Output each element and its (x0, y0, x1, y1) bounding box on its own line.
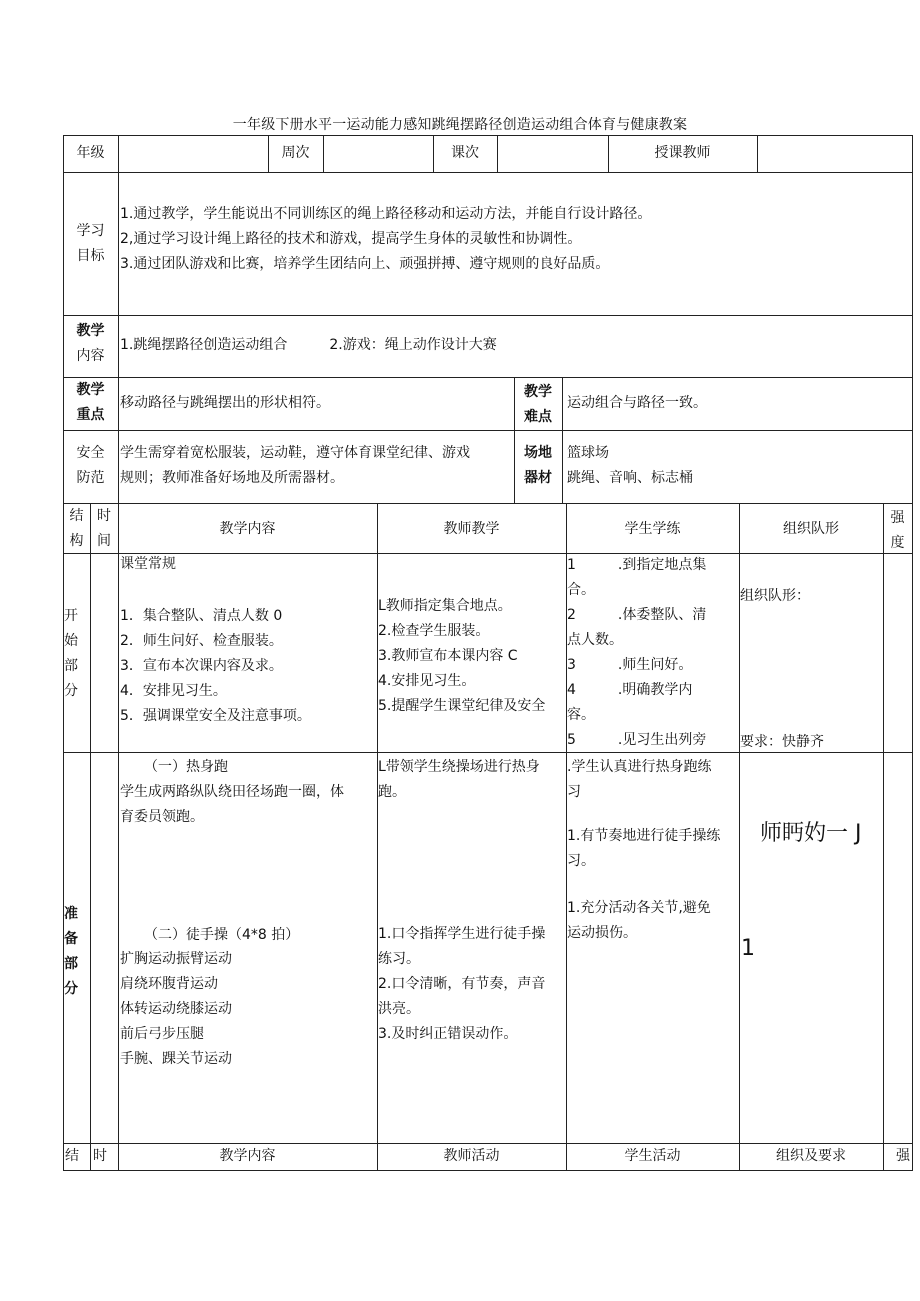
list-item: 手腕、踝关节运动 (120, 1051, 232, 1067)
list-item: 2.口令清晰，有节奏，声音 (378, 976, 546, 992)
content-header: 教学内容 (219, 521, 276, 537)
list-item: 体转运动绕膝运动 (120, 1001, 232, 1017)
formation-handwriting-2: 1 (741, 936, 755, 961)
venue-text: 篮球场 跳绳、音响、标志桶 (567, 445, 693, 486)
venue-label: 场地 器材 (524, 445, 552, 486)
list-item: 肩绕环腹背运动 (120, 976, 218, 992)
footer-student-header: 学生活动 (624, 1148, 681, 1164)
prep-student-warmup: .学生认真进行热身跑练 习 (567, 759, 712, 800)
objective-item: 1.通过教学，学生能说出不同训练区的绳上路径移动和运动方法，并能自行设计路径。 (120, 206, 652, 222)
list-item: 练习。 (378, 951, 420, 967)
list-item: 2.检查学生服装。 (378, 623, 490, 639)
list-item: 洪亮。 (378, 1001, 420, 1017)
list-item: 前后弓步压腿 (120, 1026, 204, 1042)
formation-label: 组织队形： (740, 588, 810, 604)
list-item: 扩胸运动振臂运动 (120, 951, 232, 967)
footer-time-header: 时 (93, 1148, 107, 1164)
start-content-title: 课堂常规 (120, 556, 176, 572)
exercise-list (120, 947, 232, 1072)
lesson-label: 课次 (451, 145, 479, 161)
start-section-label: 开 始 部 分 (64, 608, 78, 699)
prep-section-label: 准 备 部 分 (64, 906, 78, 997)
prep-student-exercise: 1.有节奏地进行徒手操练 习。 (567, 828, 721, 869)
prep-student-safety: 1.充分活动各关节,避免 运动损伤。 (567, 900, 711, 941)
safety-label: 安全 防范 (76, 445, 105, 486)
formation-header: 组织队形 (783, 521, 839, 537)
difficulty-text: 运动组合与路径一致。 (567, 395, 707, 411)
list-item: 4.安排见习生。 (378, 673, 476, 689)
start-content-list (120, 604, 311, 729)
time-header: 时 间 (97, 508, 111, 549)
student-header: 学生学练 (624, 521, 681, 537)
teacher-header: 教师教学 (443, 521, 500, 537)
prep-teacher-warmup: L带领学生绕操场进行热身 跑。 (378, 759, 540, 800)
footer-content-header: 教学内容 (219, 1148, 276, 1164)
formation-handwriting: 师眄妁一 J (760, 821, 862, 846)
key-points-text: 移动路径与跳绳摆出的形状相符。 (120, 395, 330, 411)
list-item: 3.教师宣布本课内容 C (378, 648, 518, 664)
footer-structure-header: 结 (65, 1148, 79, 1164)
list-item: 5.提醒学生课堂纪律及安全 (378, 698, 546, 714)
key-points-label: 教学 重点 (76, 382, 105, 423)
list-item: 3.及时纠正错误动作。 (378, 1026, 518, 1042)
content-text: 1.跳绳摆路径创造运动组合 2.游戏：绳上动作设计大赛 (120, 337, 497, 353)
structure-header: 结 构 (69, 508, 84, 549)
start-student-list: 1 .到指定地点集 合。 2 .体委整队、清 点人数。 3 .师生问好。 4 .明确教学内 容。 5 .见习生出列旁 (567, 557, 707, 748)
objectives-label: 学习 目标 (76, 223, 105, 264)
grade-label: 年级 (76, 145, 105, 161)
difficulty-label: 教学 难点 (524, 384, 552, 425)
week-label: 周次 (281, 145, 310, 161)
list-item: 5．强调课堂安全及注意事项。 (120, 708, 311, 724)
formation-requirement: 要求：快静齐 (740, 734, 824, 750)
objective-item: 3.通过团队游戏和比赛，培养学生团结向上、顽强拼搏、遵守规则的良好品质。 (120, 256, 610, 272)
safety-text: 学生需穿着宽松服装，运动鞋，遵守体育课堂纪律、游戏 规则；教师准备好场地及所需器材。 (120, 445, 470, 486)
footer-formation-header: 组织及要求 (776, 1148, 846, 1164)
list-item: 2．师生问好、检查服装。 (120, 633, 283, 649)
start-teacher-list (378, 594, 545, 719)
list-item: 3．宣布本次课内容及求。 (120, 658, 283, 674)
warmup-title: （一）热身跑 (144, 759, 228, 775)
warmup-desc: 学生成两路纵队绕田径场跑一圈，体 育委员领跑。 (120, 784, 344, 825)
page-title: 一年级下册水平一运动能力感知跳绳摆路径创造运动组合体育与健康教案 (232, 117, 688, 133)
teacher-label: 授课教师 (654, 145, 711, 161)
list-item: 4．安排见习生。 (120, 683, 227, 699)
list-item: 1.口令指挥学生进行徒手操 (378, 926, 546, 942)
objective-item: 2,通过学习设计绳上路径的技术和游戏，提高学生身体的灵敏性和协调性。 (120, 231, 582, 247)
footer-intensity-header: 强 (896, 1148, 910, 1164)
content-label: 教学 内容 (76, 323, 105, 364)
list-item: 1．集合整队、清点人数 0 (120, 608, 283, 624)
objectives-list (120, 202, 651, 277)
list-item: L教师指定集合地点。 (378, 598, 512, 614)
footer-teacher-header: 教师活动 (443, 1148, 500, 1164)
prep-teacher-list (378, 922, 545, 1047)
exercise-title: （二）徒手操（4*8 拍） (144, 927, 300, 943)
intensity-header: 强 度 (890, 510, 905, 551)
